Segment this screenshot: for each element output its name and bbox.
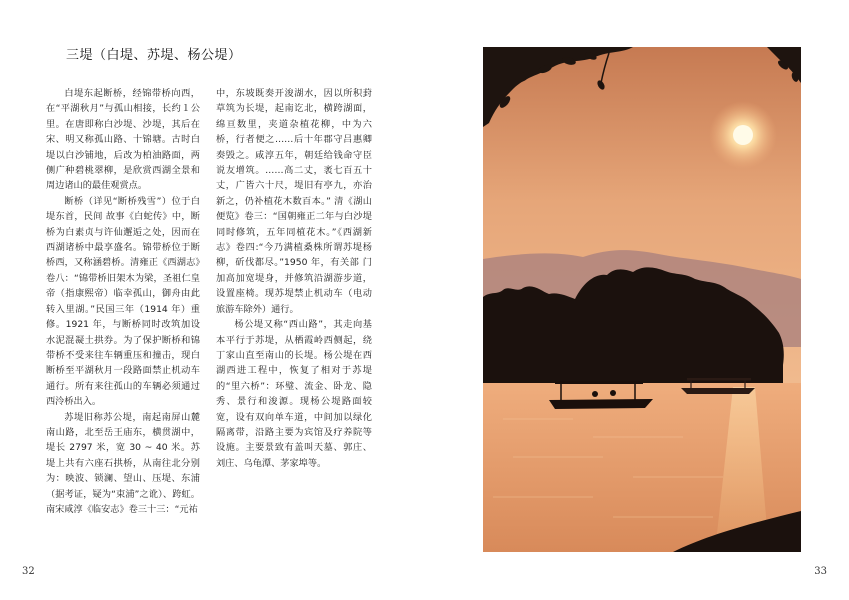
- paragraph-yanggongdi: 杨公堤又称“西山路”，其走向基本平行于苏堤，从栖霞岭西侧起，绕丁家山直至南山的长堤。杨公堤在西湖西进工程中，恢复了相对于苏堤的“里六桥”：环璧、流金、卧龙、隐秀、景行和浚源。现杨公堤路面较宽，设有双向单车道，中间加以绿化隔离带，沿路主要为宾馆及疗养院等设施。主要景致有盖叫天墓、郭庄、刘庄、乌龟潭、茅家埠等。: [216, 319, 372, 469]
- paragraph-sudi-continued: 中，东坡既奏开浚湖水，因以所积葑草筑为长堤，起南讫北，横跨湖面，绵亘数里，夹道杂植花柳，中为六桥，行者便之……后十年郡守吕惠卿奏毁之。咸淳五年，朝廷给钱命守臣说友增筑。……高二丈，袤七百五十丈，广皆六十尺，堤旧有亭九，亦治新之，仍补植花木数百本。” 清《湖山便览》卷三：“国朝雍正二年与白沙堤同时修筑，五年同植花木。”《西湖新志》卷四:“今乃满植桑株所谓苏堤杨柳，斫伐都尽。”1950 年，有关部 门加高加宽堤身，并修筑沿湖游步道，设置座椅。现苏堤禁止机动车（电动旅游车除外）通行。: [216, 88, 372, 315]
- right-page: [424, 0, 849, 600]
- left-page: [0, 0, 424, 600]
- sun-icon: [733, 125, 753, 145]
- text-column-2: [216, 86, 372, 471]
- paragraph-baidi: 白堤东起断桥，经锦带桥向西，在“平湖秋月”与孤山相接，长约１公里。在唐即称白沙堤、沙堤，其后在宋、明又称孤山路、十锦塘。古时白堤以白沙铺地，后改为柏油路面，两侧广种碧桃翠柳，是欣赏西湖全景和周边诸山的最佳观赏点。: [46, 88, 200, 192]
- paragraph-duanqiao: 断桥（详见“断桥残雪”）位于白堤东首，民间 故事《白蛇传》中，断桥为白素贞与许仙邂逅之处，因而在西湖诸桥中最享盛名。锦带桥位于断桥西，又称涵碧桥。清雍正《西湖志》卷八：“锦带桥旧架木为梁，圣祖仁皇帝（指康熙帝）临幸孤山，御舟由此转入里湖。”民国三年（1914 年）重修。1921 年，与断桥同时改筑加设水泥混凝土拱券。为了保护断桥和锦带桥不受来往车辆重压和撞击，现白断桥至平湖秋月一段路面禁止机动车通行。所有来往孤山的车辆必须通过西泠桥出入。: [46, 195, 200, 408]
- page-title: 三堤（白堤、苏堤、杨公堤）: [66, 48, 242, 63]
- paragraph-sudi: 苏堤旧称苏公堤，南起南屏山麓南山路，北至岳王庙东，横贯湖中，堤长 2797 米，宽 30 ~ 40 米。苏堤上共有六座石拱桥，从南往北分别为：映波、锁澜、望山、压堤、东浦（据考证，疑为“束浦”之讹）、跨虹。南宋咸淳《临安志》卷三十三：“元祐: [46, 411, 200, 515]
- text-column-1: [46, 86, 200, 517]
- page-number-left: 32: [22, 566, 35, 577]
- sunset-lake-boats-photo: [483, 47, 801, 552]
- page-number-right: 33: [814, 566, 827, 577]
